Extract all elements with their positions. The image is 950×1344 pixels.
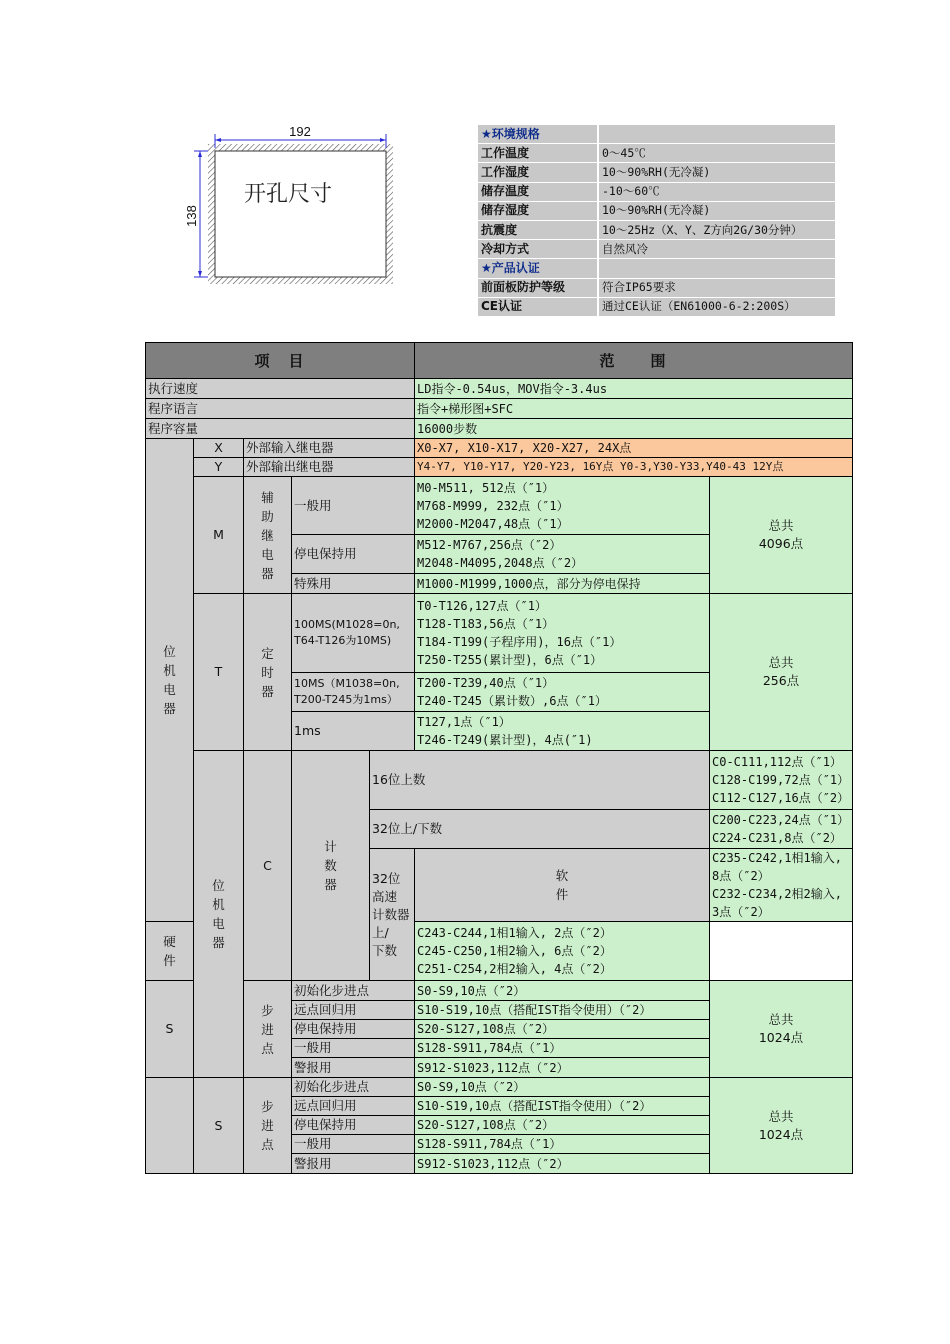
env-key: 储存湿度 xyxy=(478,201,598,220)
s-code: S xyxy=(146,981,194,1078)
env-value: 通过CE认证（EN61000-6-2:200S） xyxy=(598,297,835,316)
width-dim-label: 192 xyxy=(289,124,311,139)
m-total: 总共 4096点 xyxy=(710,477,853,594)
s-row-value: S0-S9,10点（″2） xyxy=(415,981,710,1001)
prog-cap-label: 程序容量 xyxy=(146,419,415,439)
s2-row-label: 初始化步进点 xyxy=(292,1078,415,1097)
env-row xyxy=(478,144,835,163)
s-row-value: S128-S911,784点（″1） xyxy=(415,1039,710,1058)
group1-label: 位机电器 xyxy=(146,439,194,922)
header-item: 项 目 xyxy=(146,343,415,379)
t-total: 总共 256点 xyxy=(710,594,853,751)
device-spec-table xyxy=(145,342,853,1174)
group3-blank xyxy=(146,1078,194,1174)
s2-row-value: S128-S911,784点（″1） xyxy=(415,1135,710,1154)
env-value: 10～25Hz（X、Y、Z方向2G/30分钟） xyxy=(598,220,835,239)
s2-row-label: 远点回归用 xyxy=(292,1097,415,1116)
env-row xyxy=(478,278,835,297)
t-100ms-label: 100MS(M1028=0n, T64-T126为10MS) xyxy=(292,594,415,673)
exec-speed-value: LD指令-0.54us，MOV指令-3.4us xyxy=(415,379,853,399)
env-row xyxy=(478,220,835,239)
env-row xyxy=(478,201,835,220)
t-code: T xyxy=(194,594,244,751)
env-value: 0～45℃ xyxy=(598,144,835,163)
c-hard-value: C243-C244,1相1输入, 2点（″2） C245-C250,1相2输入, 6点（″2） C251-C254,2相2输入, 4点（″2） xyxy=(415,922,710,981)
m-general-value: M0-M511, 512点（″1） M768-M999, 232点（″1） M2000-M2047,48点（″1） xyxy=(415,477,710,535)
c-code: C xyxy=(244,751,292,981)
y-code: Y xyxy=(194,458,244,477)
m-special-value: M1000-M1999,1000点，部分为停电保持 xyxy=(415,574,710,594)
env-key: 工作湿度 xyxy=(478,163,598,182)
c-32bit-value: C200-C223,24点（″1） C224-C231,8点（″2） xyxy=(710,810,853,849)
env-key: 前面板防护等级 xyxy=(478,278,598,297)
m-special-label: 特殊用 xyxy=(292,574,415,594)
s2-row-value: S912-S1023,112点（″2） xyxy=(415,1154,710,1174)
y-value: Y4-Y7, Y10-Y17, Y20-Y23, 16Y点 Y0-3,Y30-Y33,Y40-43 12Y点 xyxy=(415,458,853,477)
env-value: 10～90%RH(无冷凝) xyxy=(598,163,835,182)
c-16bit-value: C0-C111,112点（″1） C128-C199,72点（″1） C112-C127,16点（″2） xyxy=(710,751,853,810)
s-row-label: 停电保持用 xyxy=(292,1020,415,1039)
s2-category: 步进点 xyxy=(244,1078,292,1174)
c-category: 计数器 xyxy=(292,751,370,981)
m-category: 辅助继电器 xyxy=(244,477,292,594)
t-1ms-label: 1ms xyxy=(292,712,415,751)
t-10ms-value: T200-T239,40点（″1） T240-T245（累计数）,6点（″1） xyxy=(415,673,710,712)
s2-row-value: S10-S19,10点（搭配IST指令使用）（″2） xyxy=(415,1097,710,1116)
env-key: CE认证 xyxy=(478,297,598,316)
env-key: 工作温度 xyxy=(478,144,598,163)
cutout-dimension-drawing xyxy=(178,118,398,290)
y-label: 外部输出继电器 xyxy=(244,458,415,477)
s-row-label: 一般用 xyxy=(292,1039,415,1058)
cutout-caption: 开孔尺寸 xyxy=(243,182,333,207)
x-label: 外部输入继电器 xyxy=(244,439,415,458)
c-soft-label: 软件 xyxy=(415,849,710,922)
prog-cap-value: 16000步数 xyxy=(415,419,853,439)
env-value: -10～60℃ xyxy=(598,182,835,201)
env-section-header xyxy=(478,259,835,278)
m-general-label: 一般用 xyxy=(292,477,415,535)
t-1ms-value: T127,1点（″1） T246-T249(累计型)，4点(″1) xyxy=(415,712,710,751)
m-latched-label: 停电保持用 xyxy=(292,535,415,574)
cutout-opening xyxy=(215,151,386,277)
env-row xyxy=(478,297,835,316)
env-key: ★环境规格 xyxy=(478,125,598,144)
s-category: 步进点 xyxy=(244,981,292,1078)
c-16bit-label: 16位上数 xyxy=(370,751,710,810)
env-key: 储存温度 xyxy=(478,182,598,201)
env-row xyxy=(478,240,835,259)
s-row-value: S10-S19,10点（搭配IST指令使用）（″2） xyxy=(415,1001,710,1020)
s2-row-value: S0-S9,10点（″2） xyxy=(415,1078,710,1097)
t-category: 定时器 xyxy=(244,594,292,751)
prog-lang-label: 程序语言 xyxy=(146,399,415,419)
s-row-label: 初始化步进点 xyxy=(292,981,415,1001)
s-row-label: 警报用 xyxy=(292,1058,415,1078)
s2-row-value: S20-S127,108点（″2） xyxy=(415,1116,710,1135)
env-value: 符合IP65要求 xyxy=(598,278,835,297)
c-32bit-label: 32位上/下数 xyxy=(370,810,710,849)
t-10ms-label: 10MS（M1038=0n, T200-T245为1ms） xyxy=(292,673,415,712)
env-value: 10～90%RH(无冷凝) xyxy=(598,201,835,220)
c-hard-label: 硬件 xyxy=(146,922,194,981)
m-latched-value: M512-M767,256点（″2） M2048-M4095,2048点（″2） xyxy=(415,535,710,574)
s-row-value: S912-S1023,112点（″2） xyxy=(415,1058,710,1078)
env-key: 冷却方式 xyxy=(478,240,598,259)
env-value xyxy=(598,259,835,278)
m-code: M xyxy=(194,477,244,594)
s2-code: S xyxy=(194,1078,244,1174)
header-range: 范 围 xyxy=(415,343,853,379)
s-total: 总共 1024点 xyxy=(710,981,853,1078)
t-100ms-value: T0-T126,127点（″1） T128-T183,56点（″1） T184-T199(子程序用)，16点（″1） T250-T255(累计型)，6点（″1） xyxy=(415,594,710,673)
s2-total: 总共 1024点 xyxy=(710,1078,853,1174)
s-row-label: 远点回归用 xyxy=(292,1001,415,1020)
group2-label: 位机电器 xyxy=(194,751,244,1078)
s2-row-label: 一般用 xyxy=(292,1135,415,1154)
env-value: 自然风冷 xyxy=(598,240,835,259)
env-row xyxy=(478,182,835,201)
s2-row-label: 警报用 xyxy=(292,1154,415,1174)
env-key: ★产品认证 xyxy=(478,259,598,278)
s-row-value: S20-S127,108点（″2） xyxy=(415,1020,710,1039)
height-dim-label: 138 xyxy=(184,205,199,227)
s2-row-label: 停电保持用 xyxy=(292,1116,415,1135)
env-key: 抗震度 xyxy=(478,220,598,239)
env-value xyxy=(598,125,835,144)
env-row xyxy=(478,163,835,182)
env-section-header xyxy=(478,125,835,144)
exec-speed-label: 执行速度 xyxy=(146,379,415,399)
x-code: X xyxy=(194,439,244,458)
x-value: X0-X7, X10-X17, X20-X27, 24X点 xyxy=(415,439,853,458)
c-soft-value: C235-C242,1相1输入, 8点（″2） C232-C234,2相2输入, 3点（″2） xyxy=(710,849,853,922)
environment-spec-table xyxy=(478,125,835,317)
prog-lang-value: 指令+梯形图+SFC xyxy=(415,399,853,419)
c-highspeed-label: 32位高速 计数器上/ 下数 xyxy=(370,849,415,981)
